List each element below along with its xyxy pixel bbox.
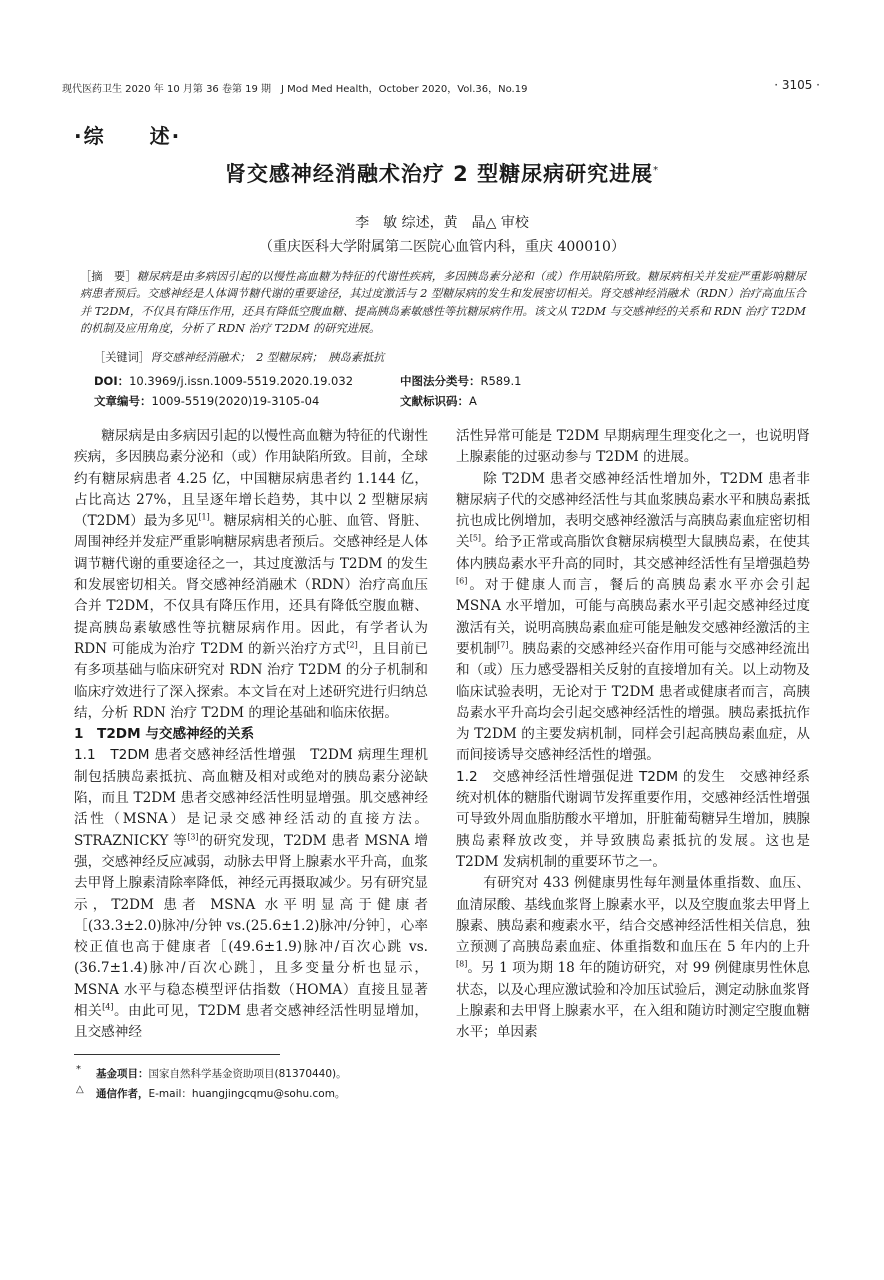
section-1-heading: 1 T2DM 与交感神经的关系 (74, 726, 255, 743)
intro-text-3: ，且目前已有多项基础与临床研究对 RDN 治疗 T2DM 的分子机制和临床疗效进行了深入探索。本文旨在对上述研究进行归纳总结，分析 RDN 治疗 T2DM 的理论基础和临床依据。 (74, 640, 428, 721)
citation-5: [5] (469, 533, 482, 543)
doi-line (94, 373, 353, 389)
article-number-label: 文章编号： (94, 394, 152, 408)
section-1-1-text-1: T2DM 病理生理机制包括胰岛素抵抗、高血糖及相对或绝对的胰岛素分泌缺陷，而且 T2DM 患者交感神经活性明显增强。肌交感神经活性（MSNA）是记录交感神经活动的直接方法。STRAZNICKY 等 (74, 747, 429, 849)
clc-label: 中图法分类号： (400, 374, 481, 388)
footnote-label: 基金项目： (96, 1068, 149, 1080)
abstract-label: ［摘 要］ (80, 270, 137, 283)
doi-label: DOI： (94, 374, 130, 388)
keywords-text: 肾交感神经消融术； 2 型糖尿病； 胰岛素抵抗 (149, 351, 385, 364)
footnote-divider (74, 1054, 280, 1055)
title-footnote-mark: * (653, 165, 660, 176)
citation-8: [8] (456, 959, 468, 969)
keywords (94, 349, 384, 365)
article-title-text: 肾交感神经消融术治疗 2 型糖尿病研究进展 (224, 162, 654, 186)
footnote-label: 通信作者， (96, 1088, 149, 1100)
doi-value: 10.3969/j.issn.1009-5519.2020.19.032 (129, 374, 354, 388)
insulin-text-2: 。给予正常或高脂饮食糖尿病模型大鼠胰岛素，在使其体内胰岛素水平升高的同时，其交感神经活性有呈增强趋势 (456, 534, 811, 572)
citation-2: [2] (346, 640, 358, 650)
citation-6: [6] (456, 576, 468, 586)
document-code-label: 文献标识码： (400, 394, 469, 408)
right-column (456, 426, 810, 1044)
citation-3: [3] (187, 832, 199, 842)
footnote-correspondence (76, 1084, 346, 1101)
citation-1: [1] (198, 512, 210, 522)
left-column (74, 426, 428, 1044)
section-1-1-paragraph (74, 745, 428, 1043)
section-label: ·综 述· (74, 124, 182, 148)
citation-7: [7] (497, 640, 509, 650)
section-1-1-heading: 1.1 T2DM 患者交感神经活性增强 (74, 747, 297, 764)
footnote-funding (76, 1064, 347, 1081)
continued-paragraph: 活性异常可能是 T2DM 早期病理生理变化之一，也说明肾上腺素能的过驱动参与 T2DM 的进展。 (456, 428, 810, 466)
section-1-2-text: 交感神经系统对机体的糖脂代谢调节发挥重要作用，交感神经活性增强可导致外周血脂肪酸水平增加，肝脏葡萄糖异生增加，胰腺胰岛素释放改变，并导致胰岛素抵抗的发展。这也是 T2DM 发病机制的重要环节之一。 (456, 768, 810, 870)
insulin-paragraph (456, 469, 810, 767)
abstract (80, 268, 806, 338)
document-code-line (400, 393, 477, 409)
journal-citation: 现代医药卫生 2020 年 10 月第 36 卷第 19 期 J Mod Med Health，October 2020，Vol.36，No.19 (62, 84, 528, 95)
clc-value: R589.1 (480, 374, 522, 388)
section-1-1-text-3: 。由此可见，T2DM 患者交感神经活性明显增加，且交感神经 (74, 1003, 429, 1041)
article-title (0, 158, 884, 188)
abstract-text: 糖尿病是由多病因引起的以慢性高血糖为特征的代谢性疾病，多因胰岛素分泌和（或）作用缺陷所致。糖尿病相关并发症严重影响糖尿病患者预后。交感神经是人体调节糖代谢的重要途径，其过度激活与 2 型糖尿病的发生和发展密切相关。肾交感神经消融术（RDN）治疗高血压合并 T2DM，不仅具有降压作用，还具有降低空腹血糖、提高胰岛素敏感性等抗糖尿病作用。该文从 T2DM 与交感神经的关系和 RDN 治疗 T2DM 的机制及应用角度，分析了 RDN 治疗 T2DM 的研究进展。 (80, 270, 806, 336)
page-number: · 3105 · (774, 78, 820, 92)
authors: 李 敏 综述，黄 晶△ 审校 (355, 215, 529, 231)
citation-4: [4] (102, 1002, 114, 1012)
cohort-paragraph (456, 873, 810, 1043)
section-1-2-paragraph (456, 767, 810, 873)
affiliation: （重庆医科大学附属第二医院心血管内科，重庆 400010） (259, 239, 625, 255)
article-number-value: 1009-5519(2020)19-3105-04 (151, 394, 320, 408)
cohort-text-1: 有研究对 433 例健康男性每年测量体重指数、血压、血清尿酸、基线血浆肾上腺素水平，以及空腹血浆去甲肾上腺素、胰岛素和瘦素水平，结合交感神经活性相关信息，独立预测了高胰岛素血症、体重指数和血压在 5 年内的上升 (456, 875, 810, 956)
intro-paragraph (74, 426, 428, 724)
intro-text-1: 糖尿病是由多病因引起的以慢性高血糖为特征的代谢性疾病，多因胰岛素分泌和（或）作用缺陷所致。目前，全球约有糖尿病患者 4.25 亿，中国糖尿病患者约 1.144 亿，占比高达 27%，且呈逐年增长趋势，其中以 2 型糖尿病（T2DM）最为多见 (74, 428, 428, 530)
footnote-text: 国家自然科学基金资助项目(81370440)。 (148, 1068, 347, 1080)
insulin-text-1: 除 T2DM 患者交感神经活性增加外，T2DM 患者非糖尿病子代的交感神经活性与其血浆胰岛素水平和胰岛素抵抗也成比例增加，表明交感神经激活与高胰岛素血症密切相关 (456, 470, 810, 551)
insulin-text-3: 。对于健康人而言，餐后的高胰岛素水平亦会引起 MSNA 水平增加，可能与高胰岛素水平引起交感神经过度激活有关，说明高胰岛素血症可能是触发交感神经激活的主要机制 (456, 577, 810, 657)
cohort-text-2: 。另 1 项为期 18 年的随访研究，对 99 例健康男性休息状态，以及心理应激试验和冷加压试验后，测定动脉血浆肾上腺素和去甲肾上腺素水平，在入组和随访时测定空腹血糖水平；单因素 (456, 960, 810, 1041)
insulin-text-4: 。胰岛素的交感神经兴奋作用可能与交感神经流出和（或）压力感受器相关反射的直接增加有关。以上动物及临床试验表明，无论对于 T2DM 患者或健康者而言，高胰岛素水平升高均会引起交感神经活性的增强。胰岛素抵抗作为 T2DM 的主要发病机制，同样会引起高胰岛素血症，从而间接诱导交感神经活性的增强。 (456, 640, 811, 764)
footnote-mark: △ (76, 1084, 84, 1095)
article-number-line (94, 393, 319, 409)
footnote-mark: * (76, 1064, 81, 1075)
intro-text-2: 。糖尿病相关的心脏、血管、肾脏、周围神经并发症严重影响糖尿病患者预后。交感神经是人体调节糖代谢的重要途径之一，其过度激活与 T2DM 的发生和发展密切相关。肾交感神经消融术（RDN）治疗高血压合并 T2DM，不仅具有降压作用，还具有降低空腹血糖、提高胰岛素敏感性等抗糖尿病作用。因此，有学者认为 RDN 可能成为治疗 T2DM 的新兴治疗方式 (74, 513, 428, 657)
footnote-text: E-mail：huangjingcqmu@sohu.com。 (148, 1088, 346, 1100)
section-1-2-heading: 1.2 交感神经活性增强促进 T2DM 的发生 (456, 768, 726, 785)
clc-line (400, 373, 521, 389)
document-code-value: A (469, 394, 477, 408)
section-1-1-text-2: 的研究发现，T2DM 患者 MSNA 增强，交感神经反应减弱，动脉去甲肾上腺素水平升高，血浆去甲肾上腺素清除率降低，神经元再摄取减少。另有研究显示，T2DM 患者 MSNA 水平明显高于健康者［(33.3±2.0)脉冲/分钟 vs.(25.6±1.2)脉冲/分钟］，心率校正值也高于健康者［(49.6±1.9)脉冲/百次心跳 vs.(36.7±1.4)脉冲/百次心跳］，且多变量分析也显示，MSNA 水平与稳态模型评估指数（HOMA）直接且显著相关 (74, 832, 428, 1020)
keywords-label: ［关键词］ (94, 351, 150, 364)
